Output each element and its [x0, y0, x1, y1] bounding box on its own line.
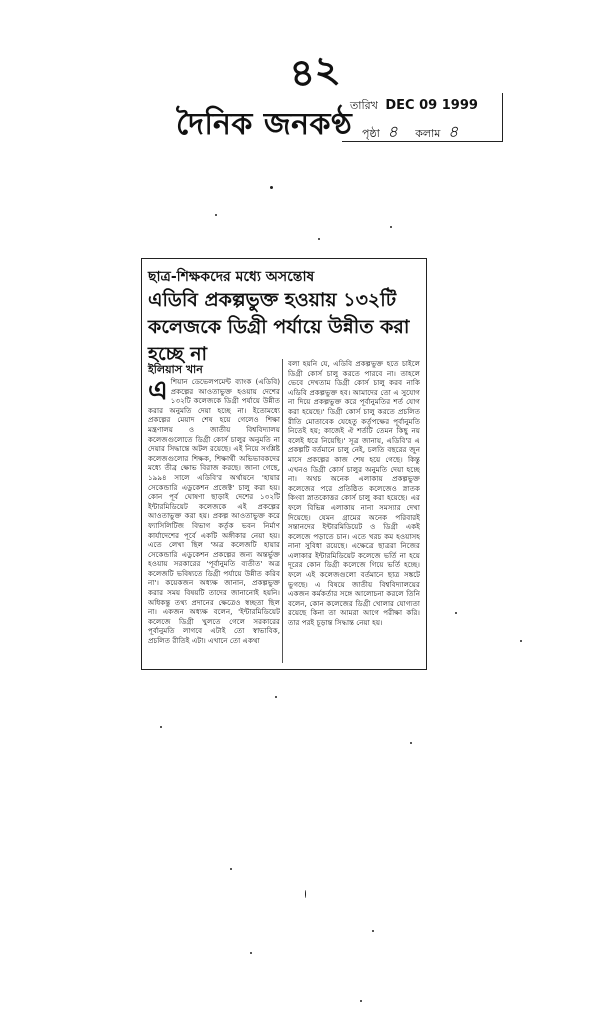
scan-speck [455, 612, 457, 614]
stamp-column: ৪ [447, 122, 459, 141]
scan-speck [390, 226, 392, 228]
article-column-right-text: বলা হয়নি যে, এডিবি প্রকল্পভুক্ত হতে চাইলে ডিগ্রী কোর্স চালু করতে পারবে না। তাহলে ভেবে দেখতাম ডিগ্রী কোর্স চালু করব নাকি এডিবি প্রকল্পভুক্ত হব। আমাদের তো এ সুযোগ না দিয়ে প্রকল্পভুক্ত করে পূর্বানুমতির শর্ত যোগ করা হয়েছে।' ডিগ্রী কোর্স চালু করতে প্রচলিত রীতি মোতাবেক যেহেতু কর্তৃপক্ষের পূর্বানুমতি নিতেই হয়; কাজেই ঐ শর্তটি তেমন কিছু নয় বলেই ধরে নিয়েছি।' সূত্র জানায়, এডিবি'র এ প্রকল্পটি বর্তমানে চালু নেই, চলতি বছরের জুন মাসে প্রকল্পের কাজ শেষ হয়ে গেছে। কিন্তু এখনও ডিগ্রী কোর্স চালুর অনুমতি দেয়া হচ্ছে না। অথচ অনেক এলাকায় প্রকল্পভুক্ত কলেজের পরে প্রতিষ্ঠিত কলেজেও স্নাতক কিংবা স্নাতকোত্তর কোর্স চালু করা হয়েছে। এর ফলে বিভিন্ন এলাকায় নানা সমস্যার দেখা দিয়েছে। যেমন গ্রামের অনেক পরিবারই সন্তানদের ইন্টারমিডিয়েট ও ডিগ্রী একই কলেজে পড়াতে চান। এতে খরচ কম হওয়াসহ নানা সুবিধা রয়েছে। এক্ষেত্রে ছাত্ররা নিজের এলাকার ইন্টারমিডিয়েট কলেজে ভর্তি না হয়ে দূরের কোন ডিগ্রী কলেজে গিয়ে ভর্তি হচ্ছে। ফলে এই কলেজগুলো বর্তমানে ছাত্র সঙ্কটে ভুগছে। এ বিষয়ে জাতীয় বিশ্ববিদ্যালয়ের একজন কর্মকর্তার সঙ্গে আলোচনা করলে তিনি বলেন, কোন কলেজের ডিগ্রী খোলার যোগ্যতা রয়েছে কিনা তা আমরা আগে পরীক্ষা করি। তার পরই চূড়ান্ত সিদ্ধান্ত নেয়া হয়। [288, 359, 420, 628]
stamp-page-label: পৃষ্ঠা [362, 127, 380, 140]
scan-speck [305, 890, 306, 898]
stamp-page-row [362, 119, 472, 146]
stamp-date-label: তারিখ [350, 99, 378, 112]
article-headline: এডিবি প্রকল্পভুক্ত হওয়ায় ১৩২টি কলেজকে ডিগ্রী পর্যায়ে উন্নীত করা হচ্ছে না [148, 289, 410, 365]
column-divider [282, 359, 283, 663]
scan-speck [520, 640, 522, 642]
scan-speck [318, 238, 320, 240]
scan-speck [230, 868, 232, 870]
newspaper-clipping [141, 258, 427, 670]
article-dropcap: এ [148, 377, 168, 406]
scan-speck [275, 696, 277, 698]
article-byline: ইলিয়াস খান [148, 363, 203, 376]
article-column-left-text: শিয়ান ডেভেলপমেন্ট ব্যাংক (এডিবি) প্রকল্পের আওতাভুক্ত হওয়ায় দেশের ১৩২টি কলেজকে ডিগ্রী পর্যায়ে উন্নীত করার অনুমতি দেয়া হচ্ছে না। ইতোমধ্যে প্রকল্পের মেয়াদ শেষ হয়ে গেলেও শিক্ষা মন্ত্রণালয় ও জাতীয় বিশ্ববিদ্যালয় কলেজগুলোতে ডিগ্রী কোর্স চালুর অনুমতি না দেয়ার সিদ্ধান্তে অটল রয়েছে। এই নিয়ে সংশ্লিষ্ট কলেজগুলোর শিক্ষক, শিক্ষার্থী অভিভাবকদের মধ্যে তীব্র ক্ষোভ বিরাজ করছে। জানা গেছে, ১৯৯৪ সালে এডিবি'র অর্থায়নে 'হায়ার সেকেন্ডারি এডুকেশন প্রজেক্ট' চালু করা হয়। কোন পূর্ব ঘোষণা ছাড়াই দেশের ১৩২টি ইন্টারমিডিয়েট কলেজকে এই প্রকল্পের আওতাভুক্ত করা হয়। প্রকল্প আওতাভুক্ত করে ফ্যাসিলিটিজ বিভাগ কর্তৃক ভবন নির্মাণ কার্যাদেশের পূর্বে একটি অঙ্গীকার নেয়া হয়। এতে লেখা ছিল 'অত্র কলেজটি হায়ার সেকেন্ডারি এডুকেশন প্রকল্পের জন্য অন্তর্ভুক্ত হওয়ায় সরকারের 'পূর্বানুমতি ব্যতীত' অত্র কলেজটি ভবিষ্যতে ডিগ্রী পর্যায়ে উন্নীত করিব না'। কয়েকজন অধ্যক্ষ জানান, প্রকল্পভুক্ত করার সময় বিষয়টি তাদের জানানোই হয়নি। অধিকন্তু তথ্য প্রদানের ক্ষেত্রেও স্বচ্ছতা ছিল না। একজন অধ্যক্ষ বলেন, 'ইন্টারমিডিয়েট কলেজে ডিগ্রী খুলতে গেলে সরকারের পূর্বানুমতি লাগবে এটাই তো স্বাভাবিক, প্রচলিত রীতিই এটা। এখানে তো একথা [148, 377, 280, 646]
newspaper-masthead: দৈনিক জনকণ্ঠ [176, 107, 353, 142]
scan-speck [372, 930, 374, 932]
archive-stamp [342, 93, 503, 142]
scan-speck [270, 186, 273, 189]
scan-speck [250, 952, 252, 954]
article-column-right [288, 359, 420, 663]
stamp-page: ৪ [387, 122, 398, 141]
page-number: ৪২ [286, 44, 342, 97]
article-kicker: ছাত্র-শিক্ষকদের মধ্যে অসন্তোষ [148, 269, 315, 285]
stamp-date-row [350, 97, 478, 116]
stamp-column-label: কলাম [415, 127, 441, 140]
article-column-left [148, 377, 280, 663]
stamp-date: DEC 09 1999 [385, 98, 478, 113]
scan-speck [360, 1000, 362, 1002]
scan-speck [215, 214, 217, 216]
scan-speck [410, 742, 412, 744]
scan-speck [160, 726, 162, 728]
